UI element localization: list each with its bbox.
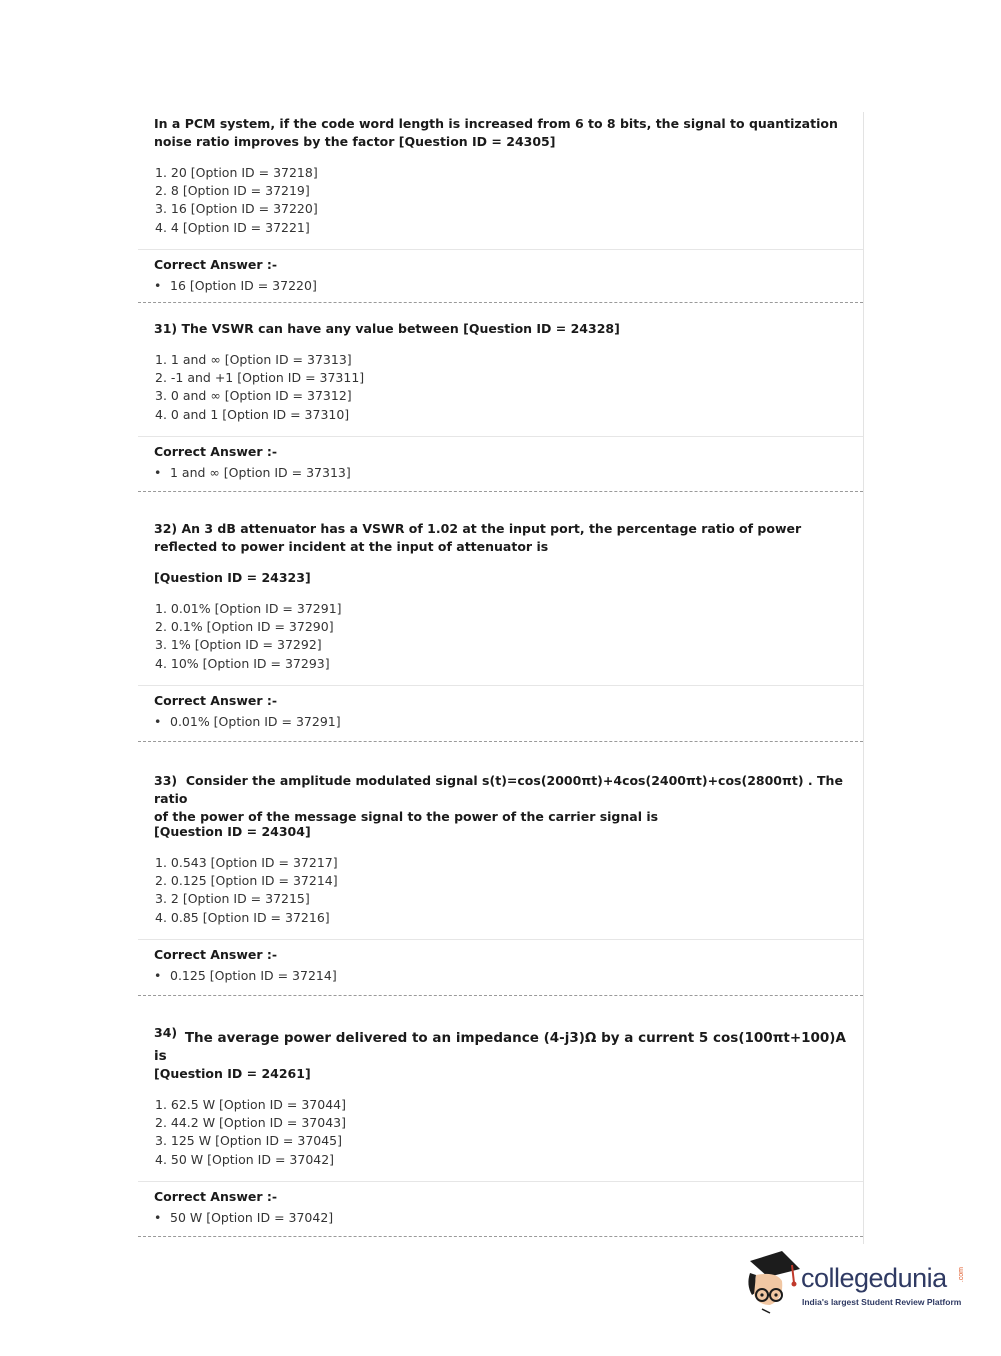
- correct-answer-label: Correct Answer :-: [154, 257, 278, 272]
- correct-answer-value: [154, 1209, 333, 1227]
- correct-answer-value: [154, 713, 341, 731]
- correct-answer-value: [154, 464, 351, 482]
- option-list: [155, 854, 338, 927]
- option-item: 1. 62.5 W [Option ID = 37044]: [155, 1097, 346, 1112]
- question-block-34: [138, 996, 863, 1238]
- option-item: 4. 10% [Option ID = 37293]: [155, 655, 330, 671]
- question-block-30: [138, 112, 863, 304]
- question-id: [Question ID = 24261]: [154, 1066, 311, 1081]
- option-item: 2. 0.1% [Option ID = 37290]: [155, 619, 334, 635]
- question-number: 34): [154, 1025, 178, 1040]
- question-separator: [138, 1236, 863, 1237]
- question-text-line1: Consider the amplitude modulated signal s(t)=cos(2000πt)+4cos(2400πt)+cos(2800πt) . The ratio: [154, 773, 843, 806]
- option-item: 2. 0.125 [Option ID = 37214]: [155, 873, 338, 889]
- answer-divider: [138, 939, 863, 940]
- option-item: 2. 8 [Option ID = 37219]: [155, 183, 310, 199]
- option-item: 1. 0.543 [Option ID = 37217]: [155, 855, 338, 870]
- question-text: 31) The VSWR can have any value between [Question ID = 24328]: [154, 321, 620, 336]
- bullet-icon: •: [154, 968, 162, 983]
- option-item: 1. 20 [Option ID = 37218]: [155, 165, 318, 180]
- question-text-line1: The average power delivered to an impedance (4-j3)Ω by a current 5 cos(100πt+100)A is: [154, 1030, 846, 1064]
- answer-text: 0.01% [Option ID = 37291]: [170, 714, 341, 729]
- question-number: 33): [154, 773, 178, 788]
- option-list: [155, 351, 364, 424]
- question-separator: [138, 302, 863, 303]
- option-item: 4. 50 W [Option ID = 37042]: [155, 1151, 335, 1167]
- collegedunia-logo: [742, 1251, 972, 1317]
- correct-answer-label: Correct Answer :-: [154, 693, 278, 708]
- answer-text: 1 and ∞ [Option ID = 37313]: [170, 465, 351, 480]
- question-id: [Question ID = 24323]: [154, 570, 311, 585]
- correct-answer-label: Correct Answer :-: [154, 444, 278, 459]
- question-block-31: [138, 304, 863, 492]
- bullet-icon: •: [154, 465, 162, 480]
- option-item: 3. 125 W [Option ID = 37045]: [155, 1133, 343, 1149]
- correct-answer-label: Correct Answer :-: [154, 947, 278, 962]
- answer-divider: [138, 249, 863, 250]
- option-item: 3. 2 [Option ID = 37215]: [155, 891, 310, 907]
- option-item: 4. 0.85 [Option ID = 37216]: [155, 909, 330, 925]
- question-text-line2: of the power of the message signal to the power of the carrier signal is: [154, 809, 659, 824]
- bullet-icon: •: [154, 714, 162, 729]
- question-text: [154, 1024, 847, 1065]
- option-list: [155, 164, 318, 237]
- answer-divider: [138, 1181, 863, 1182]
- option-item: 2. 44.2 W [Option ID = 37043]: [155, 1115, 346, 1131]
- option-item: 1. 0.01% [Option ID = 37291]: [155, 601, 342, 616]
- answer-divider: [138, 436, 863, 437]
- answer-text: 50 W [Option ID = 37042]: [170, 1210, 334, 1225]
- question-id: [Question ID = 24304]: [154, 824, 311, 839]
- option-item: 4. 0 and 1 [Option ID = 37310]: [155, 406, 350, 422]
- question-block-32: [138, 492, 863, 742]
- mascot-icon: [742, 1251, 802, 1317]
- option-list: [155, 1096, 346, 1169]
- correct-answer-label: Correct Answer :-: [154, 1189, 278, 1204]
- option-item: 3. 16 [Option ID = 37220]: [155, 201, 318, 217]
- answer-divider: [138, 685, 863, 686]
- correct-answer-value: [154, 277, 317, 295]
- answer-text: 0.125 [Option ID = 37214]: [170, 968, 337, 983]
- option-item: 3. 1% [Option ID = 37292]: [155, 637, 322, 653]
- logo-tagline: India's largest Student Review Platform: [802, 1297, 962, 1307]
- bullet-icon: •: [154, 1210, 162, 1225]
- question-text: In a PCM system, if the code word length is increased from 6 to 8 bits, the signal to quantization noise ratio improves by the factor [Question ID = 24305]: [154, 116, 838, 149]
- correct-answer-value: [154, 967, 337, 985]
- answer-text: 16 [Option ID = 37220]: [170, 278, 317, 293]
- question-text: 32) An 3 dB attenuator has a VSWR of 1.02 at the input port, the percentage ratio of power reflected to power incident at the input of attenuator is: [154, 521, 802, 554]
- option-list: [155, 600, 342, 673]
- option-item: 4. 4 [Option ID = 37221]: [155, 219, 310, 235]
- logo-wordmark: collegedunia: [801, 1263, 947, 1293]
- logo-suffix: .com: [958, 1267, 965, 1283]
- bullet-icon: •: [154, 278, 162, 293]
- question-block-33: [138, 742, 863, 996]
- option-item: 3. 0 and ∞ [Option ID = 37312]: [155, 388, 352, 404]
- option-item: 2. -1 and +1 [Option ID = 37311]: [155, 370, 365, 386]
- option-item: 1. 1 and ∞ [Option ID = 37313]: [155, 352, 352, 367]
- question-text: [154, 772, 847, 826]
